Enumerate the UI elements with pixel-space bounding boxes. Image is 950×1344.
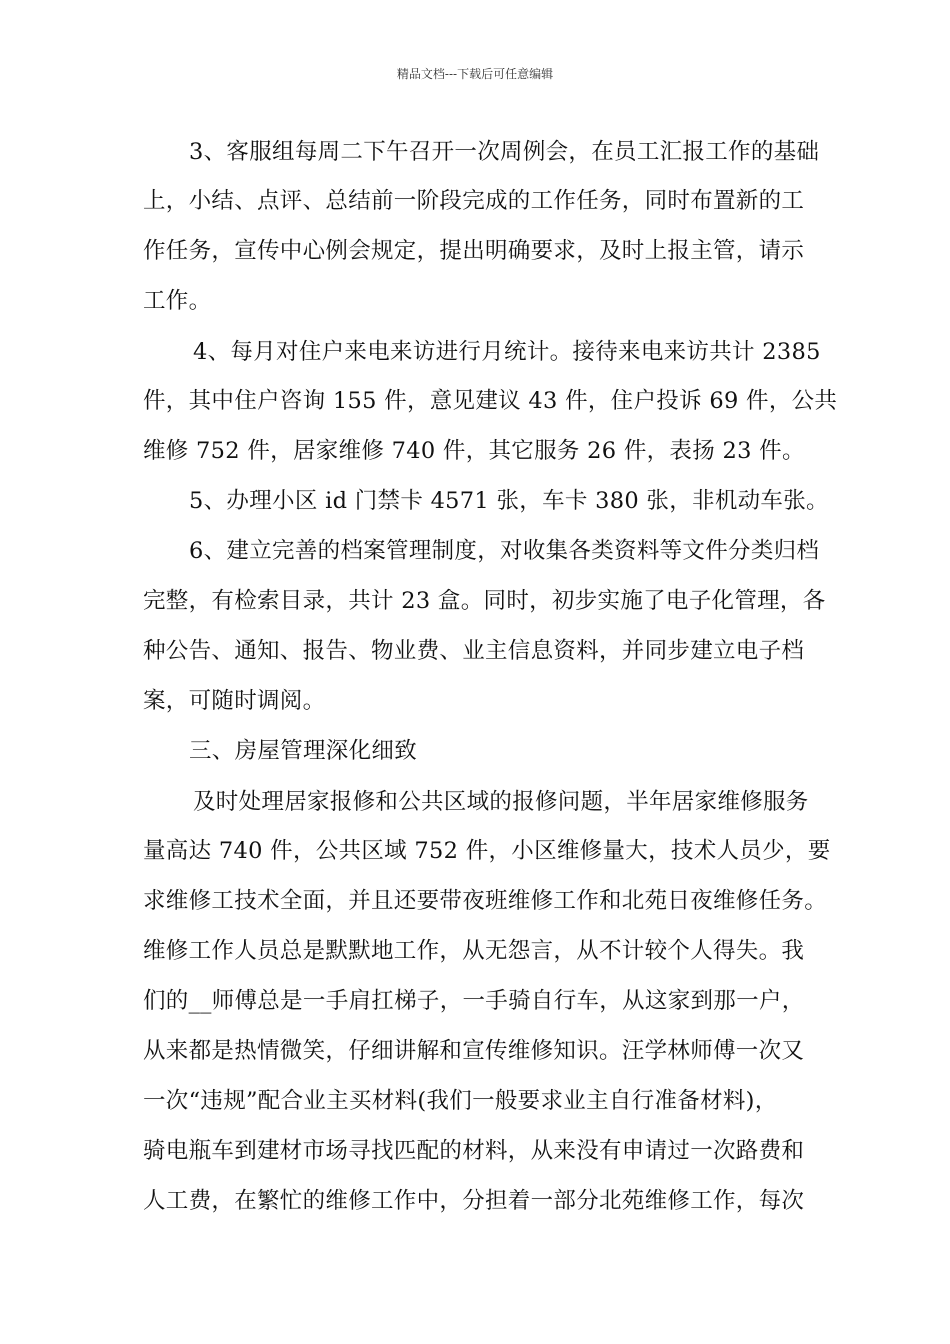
paragraph-line: 维修工作人员总是默默地工作，从无怨言，从不计较个人得失。我 bbox=[143, 938, 805, 964]
paragraph-line: 维修 752 件，居家维修 740 件，其它服务 26 件，表扬 23 件。 bbox=[143, 438, 805, 464]
paragraph-line: 完整，有检索目录，共计 23 盒。同时，初步实施了电子化管理，各 bbox=[143, 588, 826, 614]
paragraph-line: 种公告、通知、报告、物业费、业主信息资料，并同步建立电子档 bbox=[143, 638, 805, 664]
paragraph-line: 5、办理小区 id 门禁卡 4571 张，车卡 380 张，非机动车张。 bbox=[189, 488, 829, 514]
paragraph-line: 及时处理居家报修和公共区域的报修问题，半年居家维修服务 bbox=[193, 789, 809, 815]
section-heading: 三、房屋管理深化细致 bbox=[189, 738, 418, 764]
paragraph-line: 3、客服组每周二下午召开一次周例会，在员工汇报工作的基础 bbox=[189, 139, 820, 165]
paragraph-line: 量高达 740 件，公共区域 752 件，小区维修量大，技术人员少，要 bbox=[143, 838, 831, 864]
paragraph-line: 工作。 bbox=[143, 288, 212, 314]
paragraph-line: 件，其中住户咨询 155 件，意见建议 43 件，住户投诉 69 件，公共 bbox=[143, 388, 838, 414]
page-header: 精品文档---下载后可任意编辑 bbox=[396, 67, 554, 81]
paragraph-line: 一次“违规”配合业主买材料(我们一般要求业主自行准备材料)， bbox=[143, 1088, 778, 1114]
paragraph-line: 求维修工技术全面，并且还要带夜班维修工作和北苑日夜维修任务。 bbox=[143, 888, 828, 914]
paragraph-line: 人工费，在繁忙的维修工作中，分担着一部分北苑维修工作，每次 bbox=[143, 1188, 805, 1214]
paragraph-line: 上，小结、点评、总结前一阶段完成的工作任务，同时布置新的工 bbox=[143, 188, 805, 214]
paragraph-line: 案，可随时调阅。 bbox=[143, 688, 326, 714]
paragraph-line: 作任务，宣传中心例会规定，提出明确要求，及时上报主管，请示 bbox=[143, 238, 805, 264]
paragraph-line: 4、每月对住户来电来访进行月统计。接待来电来访共计 2385 bbox=[193, 339, 821, 365]
paragraph-line: 6、建立完善的档案管理制度，对收集各类资料等文件分类归档 bbox=[189, 538, 820, 564]
paragraph-line: 从来都是热情微笑，仔细讲解和宣传维修知识。汪学林师傅一次又 bbox=[143, 1038, 805, 1064]
paragraph-line: 们的__师傅总是一手肩扛梯子，一手骑自行车，从这家到那一户， bbox=[143, 988, 805, 1014]
paragraph-line: 骑电瓶车到建材市场寻找匹配的材料，从来没有申请过一次路费和 bbox=[143, 1138, 805, 1164]
